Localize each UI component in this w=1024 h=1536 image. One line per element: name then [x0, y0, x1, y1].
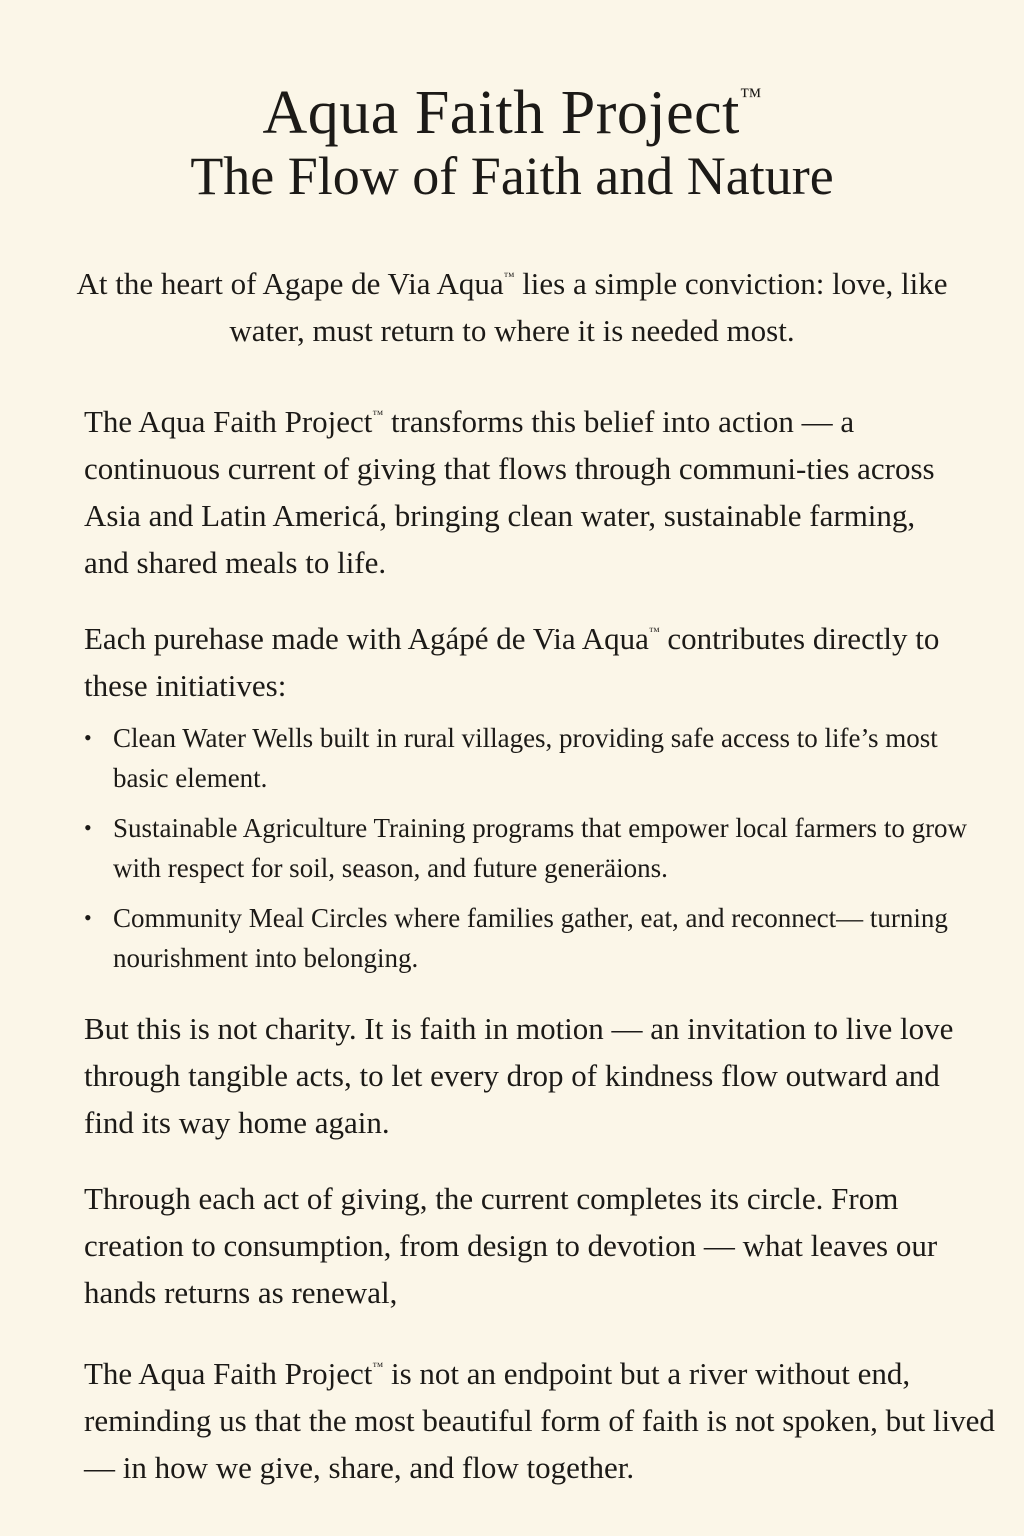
- trademark-symbol: ™: [739, 83, 762, 108]
- paragraph-text-end: transforms this belief into action — a continuous current of giving that flows through communi-ties across Asia and Latin Americá, bringing clean water, sustainable farming, and shared meals to life.: [84, 404, 935, 580]
- page-title: [0, 58, 1024, 151]
- list-item: [84, 898, 974, 978]
- paragraph-text-start: Each purehase made with Agápé de Via Aqua: [84, 621, 649, 656]
- list-item-text: Sustainable Agriculture Training programs that empower local farmers to grow with respect for soil, season, and future generäions.: [113, 813, 968, 883]
- intro-text-end: lies a simple conviction: love, like water, must return to where it is needed most.: [229, 266, 948, 348]
- page-title-text: Aqua Faith Project: [262, 79, 740, 147]
- purchase-paragraph: [84, 609, 964, 709]
- bullet-dot-icon: •: [84, 905, 92, 930]
- initiatives-list: [84, 718, 974, 988]
- page-subtitle: The Flow of Faith and Nature: [190, 146, 834, 206]
- trademark-symbol: ™: [372, 409, 384, 421]
- paragraph-text-end: is not an endpoint but a river without end, reminding us that the most beautiful form of faith is not spoken, but lived — in how we give, share, and flow together.: [84, 1356, 995, 1485]
- bullet-dot-icon: •: [84, 725, 92, 750]
- trademark-symbol: ™: [648, 626, 660, 638]
- bullet-dot-icon: •: [84, 815, 92, 840]
- list-item-text: Community Meal Circles where families gather, eat, and reconnect— turning nourishment into belonging.: [113, 903, 948, 973]
- intro-paragraph: [60, 254, 964, 354]
- trademark-symbol: ™: [372, 1361, 384, 1373]
- list-item: [84, 718, 974, 798]
- charity-paragraph: But this is not charity. It is faith in motion — an invitation to live love through tangible acts, to let every drop of kindness flow outward and find its way home again.: [84, 1011, 954, 1140]
- trademark-symbol: ™: [503, 271, 515, 283]
- list-item: [84, 808, 974, 888]
- paragraph-text-end: contributes directly to these initiatives:: [84, 621, 940, 703]
- paragraph-text-start: The Aqua Faith Project: [84, 1356, 373, 1391]
- intro-text-start: At the heart of Agape de Via Aqua: [76, 266, 504, 301]
- giving-paragraph: Through each act of giving, the current completes its circle. From creation to consumption, from design to devotion — what leaves our hands returns as renewal,: [84, 1181, 938, 1310]
- closing-paragraph: [84, 1344, 1016, 1491]
- project-paragraph: [84, 392, 964, 586]
- list-item-text: Clean Water Wells built in rural villages, providing safe access to life’s most basic element.: [113, 723, 938, 793]
- paragraph-text-start: The Aqua Faith Project: [84, 404, 373, 439]
